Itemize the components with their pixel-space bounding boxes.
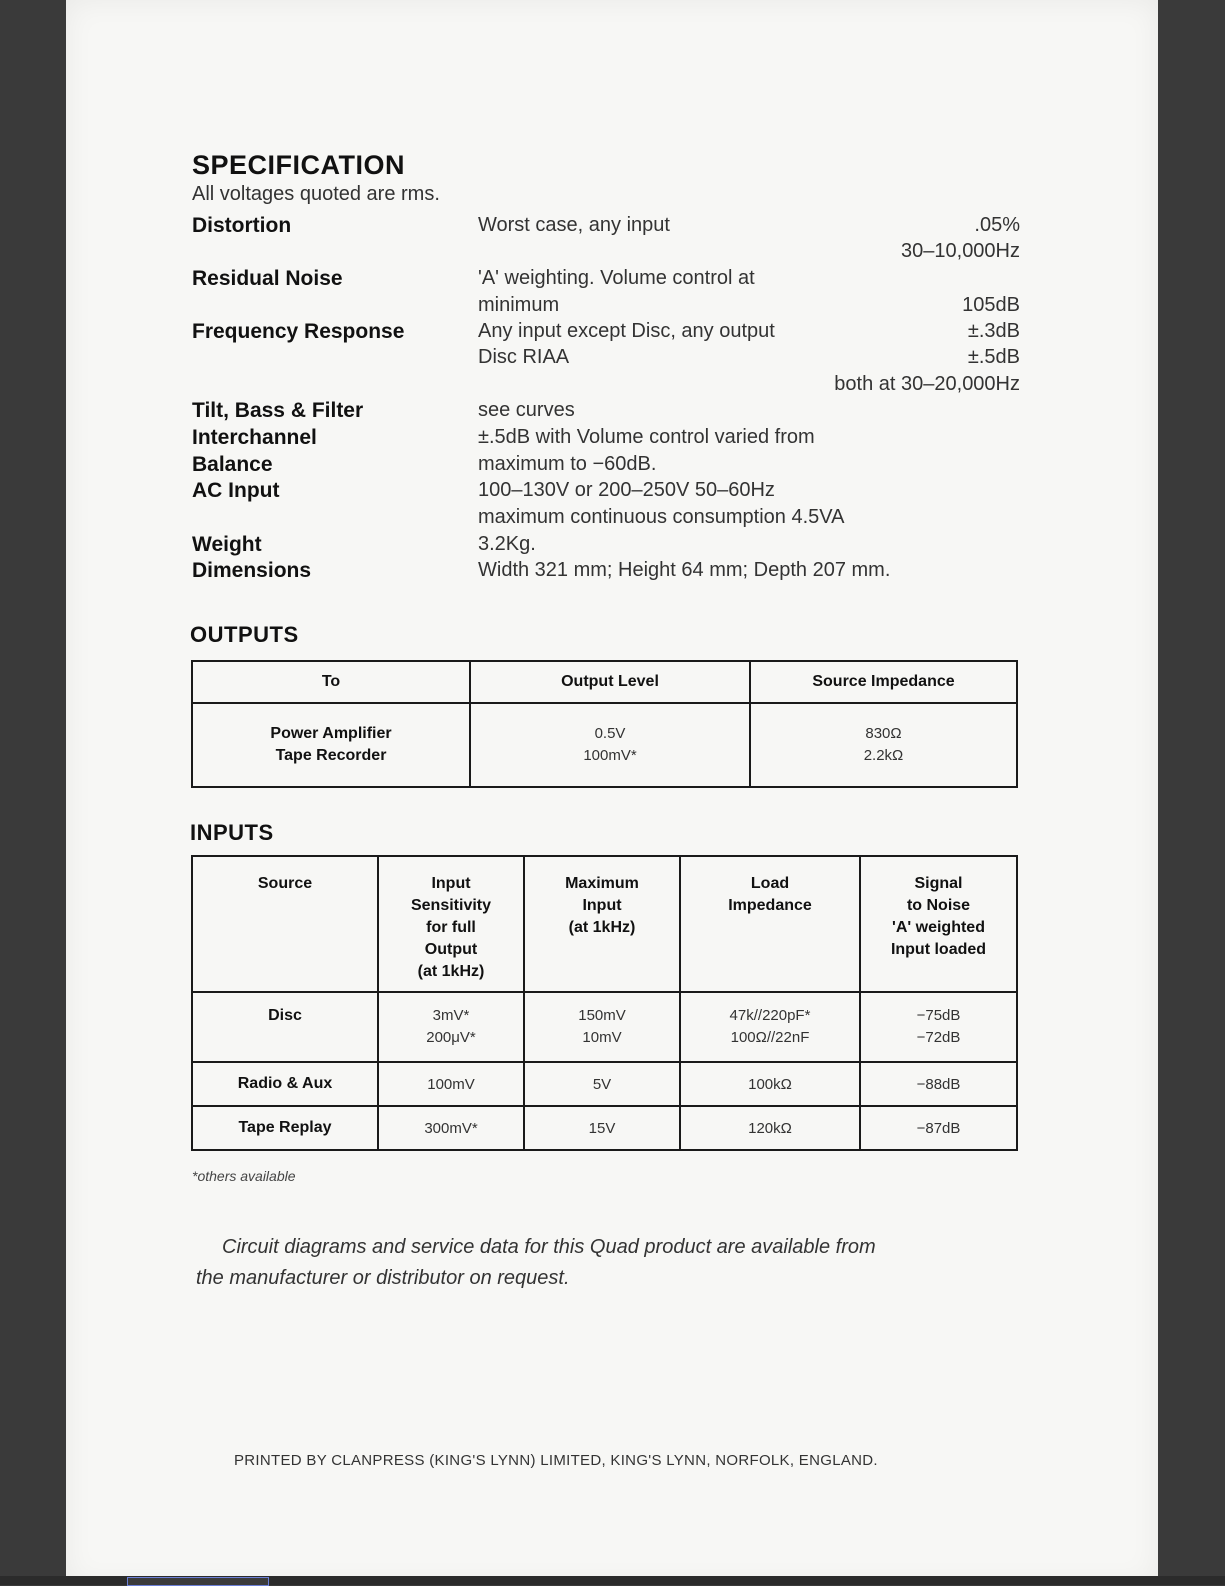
header-line: Signal (914, 875, 963, 892)
spec-value-dimensions: Width 321 mm; Height 64 mm; Depth 207 mm. (478, 559, 891, 581)
inputs-header-max-input (524, 856, 680, 992)
cell-line: 200μV* (426, 1029, 476, 1046)
header-line: Source (257, 875, 313, 892)
cell-line: 10mV (582, 1029, 622, 1046)
cell-line: 100Ω//22nF (730, 1029, 810, 1046)
spec-value-residual-noise: 'A' weighting. Volume control at (478, 267, 755, 289)
header-line: Input (582, 897, 622, 914)
service-note-line-2: the manufacturer or distributor on request. (196, 1267, 570, 1289)
output-impedance-power-amplifier: 830Ω (865, 725, 902, 742)
spec-value-ac-input: 100–130V or 200–250V 50–60Hz (478, 479, 775, 501)
spec-label-tilt-bass-filter: Tilt, Bass & Filter (192, 399, 364, 422)
spec-value-ac-input-2: maximum continuous consumption 4.5VA (478, 506, 845, 528)
input-load-disc (680, 992, 860, 1062)
input-snr-tape-replay: −87dB (860, 1106, 1017, 1150)
output-impedance-tape-recorder: 2.2kΩ (863, 747, 904, 764)
input-source-tape-replay: Tape Replay (192, 1106, 378, 1150)
cell-line: −75dB (916, 1007, 961, 1024)
input-load-radio-aux: 100kΩ (680, 1062, 860, 1106)
input-max-disc (524, 992, 680, 1062)
spec-value-tilt-bass-filter: see curves (478, 399, 575, 421)
spec-value-distortion: Worst case, any input (478, 214, 670, 236)
output-to-power-amplifier: Power Amplifier (270, 725, 392, 742)
input-sensitivity-tape-replay: 300mV* (378, 1106, 524, 1150)
service-note-line-1: Circuit diagrams and service data for this Quad product are available from (222, 1236, 876, 1258)
cell-line: 3mV* (432, 1007, 470, 1024)
outputs-cell-level (470, 703, 750, 787)
input-snr-radio-aux: −88dB (860, 1062, 1017, 1106)
spec-right-distortion: .05% (974, 214, 1020, 236)
header-line: to Noise (906, 897, 971, 914)
spec-label-balance: Balance (192, 453, 273, 476)
footnote: *others available (192, 1168, 296, 1184)
header-line: Sensitivity (410, 897, 492, 914)
output-level-power-amplifier: 0.5V (594, 725, 626, 742)
input-source-disc: Disc (192, 992, 378, 1062)
outputs-header-impedance: Source Impedance (750, 661, 1017, 703)
table-row (192, 1062, 1017, 1106)
spec-value-frequency-response-2: Disc RIAA (478, 346, 570, 368)
header-line: (at 1kHz) (417, 963, 485, 980)
outputs-cell-to (192, 703, 470, 787)
spec-label-dimensions: Dimensions (192, 559, 312, 582)
cell-line: 47k//220pF* (729, 1007, 811, 1024)
service-note (196, 1232, 1026, 1294)
table-row (192, 992, 1017, 1062)
spec-value-interchannel: ±.5dB with Volume control varied from (478, 426, 815, 448)
input-sensitivity-radio-aux: 100mV (378, 1062, 524, 1106)
spec-label-distortion: Distortion (192, 214, 292, 237)
inputs-header-sensitivity (378, 856, 524, 992)
spec-value-weight: 3.2Kg. (478, 533, 536, 555)
input-max-radio-aux: 5V (524, 1062, 680, 1106)
spec-right-frequency-response-range: both at 30–20,000Hz (834, 373, 1020, 395)
input-load-tape-replay: 120kΩ (680, 1106, 860, 1150)
output-to-tape-recorder: Tape Recorder (275, 747, 387, 764)
spec-right-frequency-response-2: ±.5dB (967, 346, 1020, 368)
header-line: Maximum (565, 875, 639, 892)
outputs-table (191, 660, 1018, 788)
header-line: Input (431, 875, 471, 892)
cell-line: −72dB (916, 1029, 961, 1046)
spec-label-ac-input: AC Input (192, 479, 280, 502)
document-page (66, 0, 1158, 1585)
header-line: 'A' weighted (892, 919, 985, 936)
input-sensitivity-disc (378, 992, 524, 1062)
cell-line: 150mV (578, 1007, 626, 1024)
header-line: Input loaded (890, 941, 987, 958)
table-row (192, 1106, 1017, 1150)
spec-label-residual-noise: Residual Noise (192, 267, 343, 290)
header-line: for full (426, 919, 476, 936)
header-line: (at 1kHz) (568, 919, 636, 936)
spec-label-frequency-response: Frequency Response (192, 320, 405, 343)
spec-value-balance: maximum to −60dB. (478, 453, 657, 475)
inputs-table (191, 855, 1018, 1151)
input-source-radio-aux: Radio & Aux (192, 1062, 378, 1106)
input-max-tape-replay: 15V (524, 1106, 680, 1150)
header-line: Output (424, 941, 478, 958)
outputs-header-to: To (192, 661, 470, 703)
spec-value-frequency-response: Any input except Disc, any output (478, 320, 775, 342)
outputs-header-level: Output Level (470, 661, 750, 703)
spec-value-residual-noise-2: minimum (478, 294, 560, 316)
outputs-cell-impedance (750, 703, 1017, 787)
page-title: SPECIFICATION (192, 150, 406, 180)
spec-right-frequency-response: ±.3dB (967, 320, 1020, 342)
spec-right-residual-noise: 105dB (962, 294, 1020, 316)
intro-text: All voltages quoted are rms. (192, 183, 440, 205)
spec-label-weight: Weight (192, 533, 262, 556)
header-line: Impedance (728, 897, 812, 914)
inputs-header-load (680, 856, 860, 992)
inputs-header-snr (860, 856, 1017, 992)
output-level-tape-recorder: 100mV* (583, 747, 637, 764)
printer-credit: PRINTED BY CLANPRESS (KING'S LYNN) LIMITED, KING'S LYNN, NORFOLK, ENGLAND. (234, 1452, 878, 1469)
header-line: Load (750, 875, 790, 892)
spec-right-distortion-range: 30–10,000Hz (901, 240, 1020, 262)
input-snr-disc (860, 992, 1017, 1062)
table-row (192, 703, 1017, 787)
spec-label-interchannel: Interchannel (192, 426, 317, 449)
inputs-heading: INPUTS (190, 820, 274, 845)
outputs-heading: OUTPUTS (190, 622, 299, 647)
inputs-header-source (192, 856, 378, 992)
